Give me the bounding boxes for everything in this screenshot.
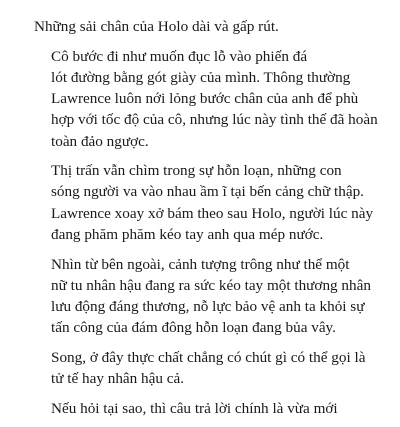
text-line: nữ tu nhân hậu đang ra sức kéo tay một thương nhân (51, 276, 371, 294)
text-line: tử tế hay nhân hậu cả. (51, 370, 185, 388)
text-line: Nhìn từ bên ngoài, cảnh tượng trông như thể một (51, 255, 350, 273)
paragraph-4 (34, 254, 376, 339)
text-line: hợp với tốc độ của cô, nhưng lúc này tình thế đã hoàn (51, 111, 378, 129)
paragraph-2 (34, 46, 376, 152)
text-line: đang phăm phăm kéo tay anh qua mép nước. (51, 225, 324, 243)
text-line: Cô bước đi như muốn đục lỗ vào phiến đá (51, 47, 308, 65)
text-line: Song, ở đây thực chất chẳng có chút gì có thể gọi là (51, 348, 366, 366)
text-line: Những sải chân của Holo dài và gấp rút. (34, 18, 279, 35)
text-line: lót đường bằng gót giày của mình. Thông thường (51, 68, 351, 86)
text-line: Nếu hỏi tại sao, thì câu trả lời chính là vừa mới (51, 399, 338, 417)
paragraph-1 (34, 16, 376, 37)
text-line: lưu động đáng thương, nỗ lực bảo vệ anh ta khỏi sự (51, 297, 365, 315)
page-text (34, 16, 376, 427)
text-line: toàn đảo ngược. (51, 132, 149, 150)
paragraph-6 (34, 398, 376, 419)
text-line: tấn công của đám đông hỗn loạn đang bủa vây. (51, 319, 336, 337)
text-line: Thị trấn vẫn chìm trong sự hỗn loạn, những con (51, 162, 342, 180)
paragraph-5 (34, 347, 376, 389)
paragraph-3 (34, 160, 376, 245)
text-line: Lawrence luôn nới lỏng bước chân của anh để phù (51, 90, 359, 108)
text-line: Lawrence xoay xở bám theo sau Holo, người lúc này (51, 204, 374, 222)
text-line: sóng người va vào nhau ầm ĩ tại bến cảng chữ thập. (51, 183, 364, 201)
